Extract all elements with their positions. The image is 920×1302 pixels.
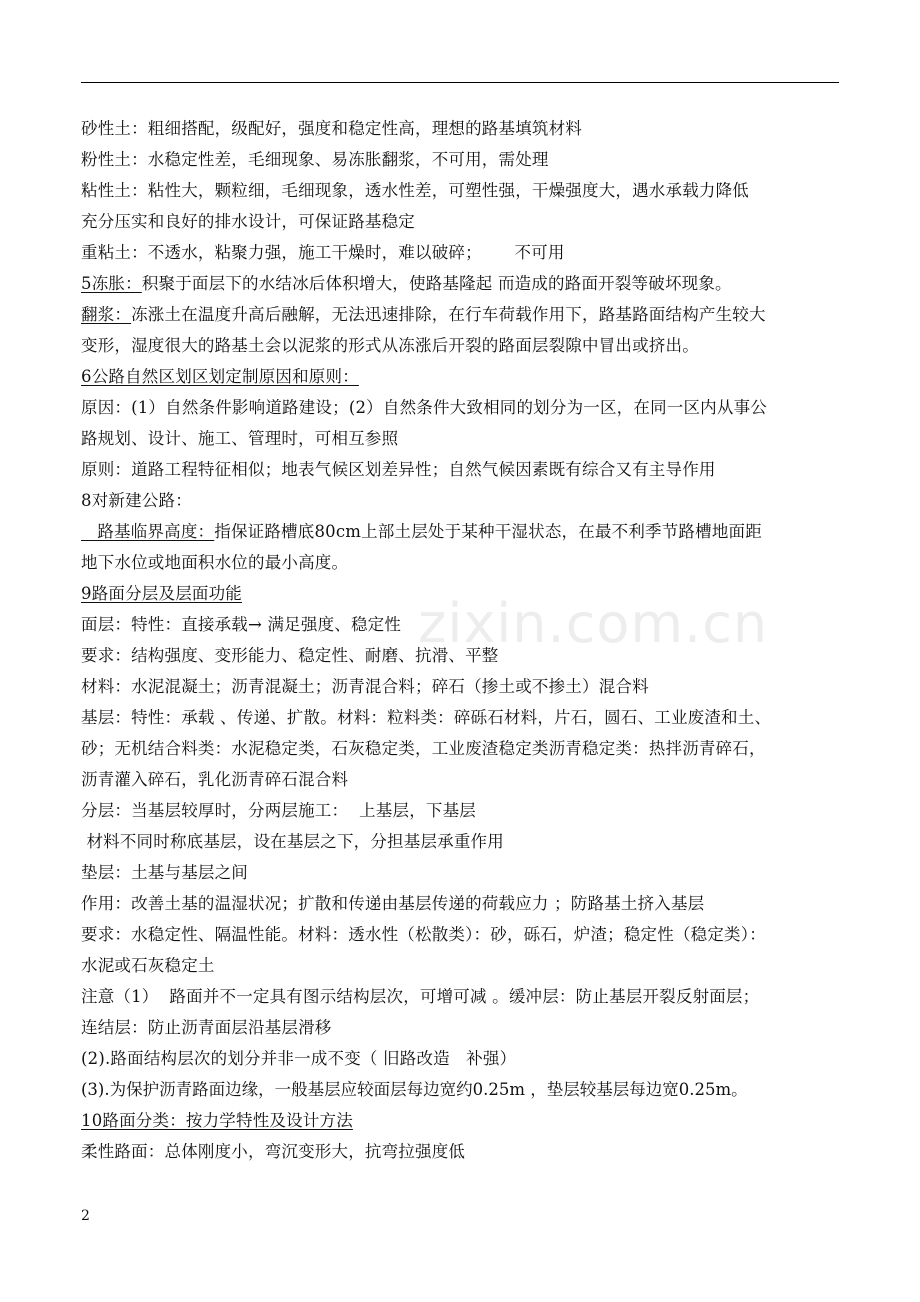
line-text: 冻涨土在温度升高后融解，无法迅速排除，在行车荷载作用下，路基路面结构产生较大 xyxy=(131,305,766,324)
line-text: 指保证路槽底80cm上部土层处于某种干湿状态，在最不利季节路槽地面距 xyxy=(214,522,762,541)
text-line xyxy=(81,206,841,237)
line-text: 充分压实和良好的排水设计，可保证路基稳定 xyxy=(81,212,415,231)
text-line xyxy=(81,826,841,857)
text-line xyxy=(81,392,841,423)
line-text: 积聚于面层下的水结冰后体积增大，使路基隆起 而造成的路面开裂等破坏现象。 xyxy=(141,274,732,293)
text-line xyxy=(81,1136,841,1167)
header-rule xyxy=(81,82,839,83)
text-line xyxy=(81,1012,841,1043)
text-line xyxy=(81,175,841,206)
text-line xyxy=(81,516,841,547)
text-line xyxy=(81,547,841,578)
section-heading-mud-pumping: 翻浆： xyxy=(81,305,132,324)
line-text: 材料不同时称底基层，设在基层之下，分担基层承重作用 xyxy=(81,832,504,851)
line-text: 柔性路面：总体刚度小，弯沉变形大，抗弯拉强度低 xyxy=(81,1142,466,1161)
line-text: 砂；无机结合料类：水泥稳定类，石灰稳定类，工业废渣稳定类沥青稳定类：热拌沥青碎石， xyxy=(81,739,766,758)
text-line xyxy=(81,733,841,764)
watermark: zixin.com.cn xyxy=(418,592,769,655)
text-line xyxy=(81,950,841,981)
text-line xyxy=(81,268,841,299)
document-body xyxy=(81,113,841,1167)
section-heading-9: 9路面分层及层面功能 xyxy=(81,584,242,603)
section-heading-10: 10路面分类：按力学特性及设计方法 xyxy=(81,1111,353,1130)
text-line xyxy=(81,919,841,950)
line-text: 要求：结构强度、变形能力、稳定性、耐磨、抗滑、平整 xyxy=(81,646,499,665)
line-text: 重粘土：不透水，粘聚力强，施工干燥时，难以破碎； 不可用 xyxy=(81,243,565,262)
text-line xyxy=(81,1043,841,1074)
text-line xyxy=(81,113,841,144)
line-text: 注意（1） 路面并不一定具有图示结构层次，可增可减 。缓冲层：防止基层开裂反射面层； xyxy=(81,987,760,1006)
text-line xyxy=(81,857,841,888)
text-line xyxy=(81,330,841,361)
line-text: 原则：道路工程特征相似；地表气候区划差异性；自然气候因素既有综合又有主导作用 xyxy=(81,460,716,479)
line-text: 连结层：防止沥青面层沿基层滑移 xyxy=(81,1018,332,1037)
text-line xyxy=(81,1105,841,1136)
text-line xyxy=(81,578,841,609)
text-line xyxy=(81,640,841,671)
section-heading-critical-height: 路基临界高度： xyxy=(81,522,215,541)
text-line xyxy=(81,299,841,330)
line-text: 粉性土：水稳定性差，毛细现象、易冻胀翻浆，不可用，需处理 xyxy=(81,150,549,169)
text-line xyxy=(81,981,841,1012)
text-line xyxy=(81,888,841,919)
line-text: 要求：水稳定性、隔温性能。材料：透水性（松散类）：砂，砾石，炉渣；稳定性（稳定类）： xyxy=(81,925,766,944)
line-text: (3).为保护沥青路面边缘，一般基层应较面层每边宽约0.25m ，垫层较基层每边宽0.25m。 xyxy=(81,1080,748,1099)
text-line xyxy=(81,702,841,733)
text-line xyxy=(81,361,841,392)
line-text: 8对新建公路： xyxy=(81,491,192,510)
text-line xyxy=(81,671,841,702)
line-text: (2).路面结构层次的划分并非一成不变（ 旧路改造 补强） xyxy=(81,1049,517,1068)
line-text: 垫层：土基与基层之间 xyxy=(81,863,248,882)
line-text: 原因：(1）自然条件影响道路建设；(2）自然条件大致相同的划分为一区，在同一区内从事公 xyxy=(81,398,767,417)
text-line xyxy=(81,237,841,268)
line-text: 地下水位或地面积水位的最小高度。 xyxy=(81,553,349,572)
page-number: 2 xyxy=(81,1208,90,1224)
section-heading-6: 6公路自然区划区划定制原因和原则： xyxy=(81,367,359,386)
line-text: 基层：特性：承载 、传递、扩散。材料：粒料类：碎砾石材料，片石，圆石、工业废渣和土、 xyxy=(81,708,772,727)
line-text: 作用：改善土基的温湿状况；扩散和传递由基层传递的荷载应力 ；防路基土挤入基层 xyxy=(81,894,705,913)
text-line xyxy=(81,454,841,485)
line-text: 砂性土：粗细搭配，级配好，强度和稳定性高，理想的路基填筑材料 xyxy=(81,119,582,138)
text-line xyxy=(81,609,841,640)
text-line xyxy=(81,423,841,454)
section-heading-frost-heave: 5冻胀： xyxy=(81,274,142,293)
text-line xyxy=(81,1074,841,1105)
text-line xyxy=(81,764,841,795)
line-text: 分层：当基层较厚时，分两层施工： 上基层，下基层 xyxy=(81,801,476,820)
line-text: 水泥或石灰稳定土 xyxy=(81,956,215,975)
line-text: 材料：水泥混凝土；沥青混凝土；沥青混合料；碎石（掺土或不掺土）混合料 xyxy=(81,677,649,696)
line-text: 面层：特性：直接承载→ 满足强度、稳定性 xyxy=(81,615,402,634)
text-line xyxy=(81,795,841,826)
text-line xyxy=(81,485,841,516)
text-line xyxy=(81,144,841,175)
line-text: 粘性土：粘性大，颗粒细，毛细现象，透水性差，可塑性强，干燥强度大，遇水承载力降低 xyxy=(81,181,749,200)
line-text: 沥青灌入碎石，乳化沥青碎石混合料 xyxy=(81,770,349,789)
line-text: 路规划、设计、施工、管理时，可相互参照 xyxy=(81,429,399,448)
line-text: 变形，湿度很大的路基土会以泥浆的形式从冻涨后开裂的路面层裂隙中冒出或挤出。 xyxy=(81,336,699,355)
